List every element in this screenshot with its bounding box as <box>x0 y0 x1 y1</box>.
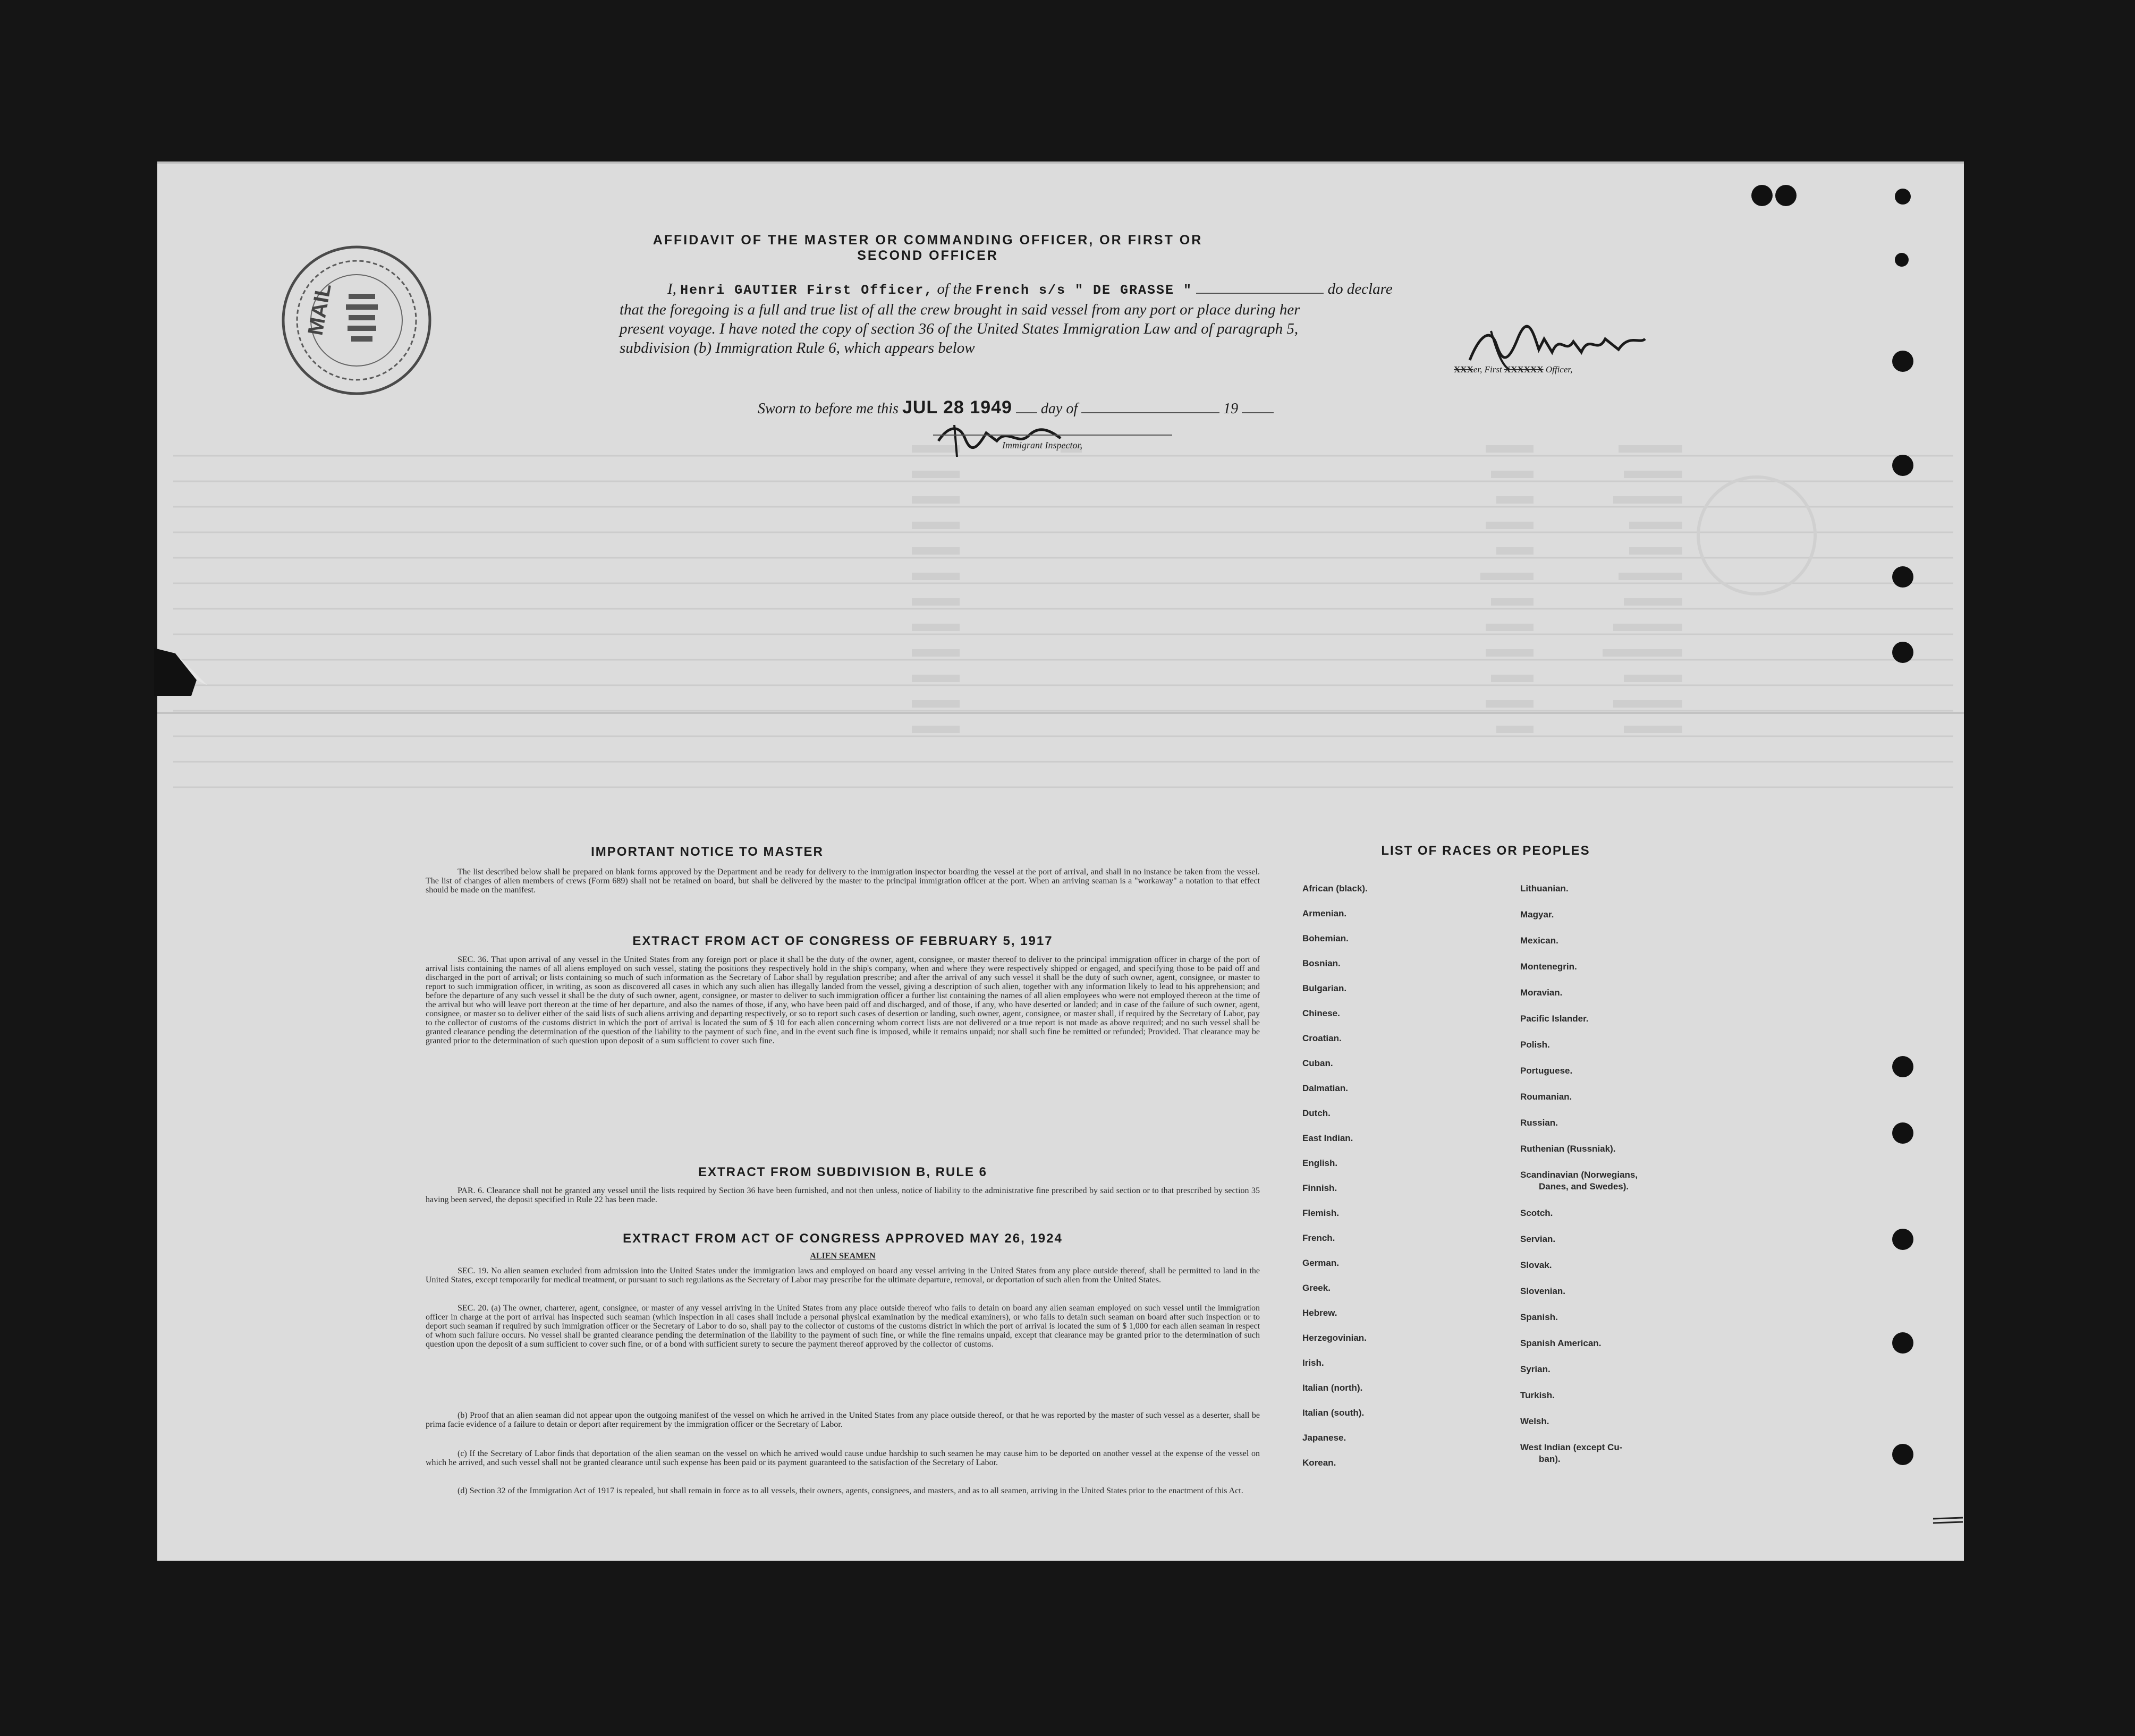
race-item: Bosnian. <box>1302 958 1341 968</box>
race-item: Flemish. <box>1302 1208 1339 1218</box>
caption-text: Officer, <box>1545 364 1573 375</box>
race-item: Scotch. <box>1520 1208 1553 1218</box>
race-item: Polish. <box>1520 1040 1550 1050</box>
vessel-name: French s/s " DE GRASSE " <box>976 283 1193 298</box>
punch-hole <box>1892 1229 1913 1250</box>
punch-hole <box>1895 189 1911 205</box>
sworn-year: 19 <box>1223 401 1239 417</box>
race-item: Scandinavian (Norwegians, <box>1520 1170 1638 1180</box>
declaration-i: I, <box>667 280 676 297</box>
punch-hole <box>1895 253 1909 267</box>
race-item: Roumanian. <box>1520 1092 1572 1102</box>
race-item: East Indian. <box>1302 1133 1353 1143</box>
extract-1924-title: EXTRACT FROM ACT OF CONGRESS APPROVED MAY 26, 1924 <box>623 1231 1063 1246</box>
affidavit-title: AFFIDAVIT OF THE MASTER OR COMMANDING OFFICER, OR FIRST OR SECOND OFFICER <box>653 233 1203 263</box>
blank-line <box>1016 412 1037 413</box>
blank-line <box>1081 412 1219 413</box>
race-item: Pacific Islander. <box>1520 1014 1589 1024</box>
struck-text: XXXXXX <box>1504 364 1544 375</box>
race-item: French. <box>1302 1233 1335 1243</box>
officer-name: Henri GAUTIER First Officer, <box>680 283 934 298</box>
punch-hole <box>1751 185 1773 206</box>
races-title: LIST OF RACES OR PEOPLES <box>1381 844 1590 858</box>
race-item: Dutch. <box>1302 1108 1331 1118</box>
notice-title: IMPORTANT NOTICE TO MASTER <box>591 845 824 859</box>
rule-6-title: EXTRACT FROM SUBDIVISION B, RULE 6 <box>698 1165 988 1179</box>
mail-seal-stamp <box>279 243 434 397</box>
sworn-prefix: Sworn to before me this <box>758 401 899 417</box>
punch-hole <box>1775 185 1797 206</box>
punch-hole <box>1892 1122 1913 1144</box>
race-item: Bohemian. <box>1302 933 1349 943</box>
race-item: Greek. <box>1302 1283 1331 1293</box>
extract-1924-sec20d: (d) Section 32 of the Immigration Act of 1917 is repealed, but shall remain in force as to all vessels, their owners, agents, consignees, and masters, and as to all seamen, arriving in the United States prior to the enactment of this Act. <box>457 1486 1243 1495</box>
declaration-line-2: that the foregoing is a full and true list of all the crew brought in said vessel from any port or place during her <box>620 301 1300 318</box>
race-item: Chinese. <box>1302 1008 1340 1018</box>
race-item: Dalmatian. <box>1302 1083 1348 1093</box>
fold-crease <box>157 712 1964 714</box>
inspector-signature-line <box>933 435 1172 436</box>
notice-body: The list described below shall be prepared on blank forms approved by the Department and be ready for delivery to the immigration inspector boarding the vessel at the port of arrival, and shall in no instance be taken from the vessel. The list of changes of alien members of crews (Form 689) shall not be retained on board, but shall be delivered by the master to the principal immigration officer at the port. When an arriving seaman is a "workaway" a notation to that effect should be made on the manifest. <box>426 867 1260 895</box>
officer-signature <box>1459 323 1650 371</box>
rule-6-body: PAR. 6. Clearance shall not be granted any vessel until the lists required by Section 36 have been furnished, and not then unless, notice of liability to the administrative fine prescribed by said section or to that prescribed by section 35 having been served, the deposit specified in Rule 22 has been made. <box>426 1186 1260 1204</box>
extract-1924-sec19: SEC. 19. No alien seamen excluded from admission into the United States under the immigration laws and employed on board any vessel arriving in the United States from any place outside thereof, shall be permitted to land in the United States, except temporarily for medical treatment, or pursuant to such regulations as the Secretary of Labor may prescribe for the ultimate departure, removal, or deportation of such alien from the United States. <box>426 1266 1260 1284</box>
sworn-day-of: day of <box>1040 401 1078 417</box>
race-item: Armenian. <box>1302 908 1347 918</box>
declaration-line-3: present voyage. I have noted the copy of section 36 of the United States Immigration Law and of paragraph 5, <box>620 320 1299 337</box>
race-item: ban). <box>1539 1454 1561 1464</box>
race-item: Spanish. <box>1520 1312 1558 1322</box>
caption-text: er, First <box>1473 364 1502 375</box>
race-item: Italian (south). <box>1302 1408 1365 1418</box>
extract-1917-body: SEC. 36. That upon arrival of any vessel in the United States from any foreign port or place it shall be the duty of the owner, agent, consignee, or master thereof to deliver to the principal immigration officer in charge of the port of arrival lists containing the names of all aliens employed on such vessel, stating the positions they respectively hold in the ship's company, when and where they were respectively shipped or engaged, and specifying those to be paid off and discharged in the port of arrival; or lists containing so much of such information as the Secretary of Labor shall by regulation prescribe; and after the arrival of any such vessel it shall be the duty of such owner, agent, consignee, or master to report to such immigration officer, in writing, as soon as discovered all cases in which any such alien has illegally landed from the vessel, giving a description of such alien, together with any information likely to lead to his apprehension; and before the departure of any such vessel it shall be the duty of such owner, agent, consignee, or master to deliver to such immigration officer a further list containing the names of all alien employees who were not employed thereon at the time of the arrival but who will leave port thereon at the time of her departure, and also the names of those, if any, who have been paid off and discharged, and of those, if any, who have deserted or landed; and in case of the failure of such owner, agent, consignee, or master so to deliver either of the said lists of such aliens arriving and departing respectively, or so to report such cases of desertion or landing, such owner, agent, consignee, or master shall, if required by the Secretary of Labor, pay to the collector of customs of the customs district in which the port of arrival is located the sum of $ 10 for each alien concerning whom correct lists are not delivered or a true report is not made as above required; and no such vessel shall be granted clearance pending the determination of the question of the liability to the payment of such fine, and in the event such fine is imposed, while it remains unpaid; nor shall such fine be remitted or refunded; Provided. That clearance may be granted prior to the determination of such question upon deposit of a sum sufficient to cover such fine. <box>426 955 1260 1045</box>
race-item: Magyar. <box>1520 909 1554 920</box>
race-item: Russian. <box>1520 1118 1558 1128</box>
date-stamp: JUL 28 1949 <box>902 397 1012 418</box>
race-item: West Indian (except Cu- <box>1520 1442 1623 1452</box>
race-item: Slovak. <box>1520 1260 1552 1270</box>
race-item: Portuguese. <box>1520 1066 1573 1076</box>
declaration-do-declare: do declare <box>1327 280 1393 297</box>
race-item: Moravian. <box>1520 988 1563 998</box>
blank-line <box>1196 293 1324 294</box>
race-item: Spanish American. <box>1520 1338 1602 1348</box>
race-item: Herzegovinian. <box>1302 1333 1367 1343</box>
tally-mark <box>1932 1516 1964 1526</box>
officer-caption <box>1454 364 1572 375</box>
race-item: German. <box>1302 1258 1339 1268</box>
manifest-page <box>157 164 1964 1561</box>
race-item: Slovenian. <box>1520 1286 1566 1296</box>
race-item: Danes, and Swedes). <box>1539 1181 1629 1192</box>
race-item: Italian (north). <box>1302 1383 1363 1393</box>
extract-1924-subtitle: ALIEN SEAMEN <box>810 1252 876 1261</box>
torn-corner <box>154 648 213 696</box>
race-item: Irish. <box>1302 1358 1324 1368</box>
sworn-statement <box>758 397 1274 418</box>
declaration-line-1 <box>620 279 1656 300</box>
inspector-caption: Immigrant Inspector, <box>1002 440 1082 450</box>
punch-hole <box>1892 566 1913 588</box>
punch-hole <box>1892 642 1913 663</box>
race-item: Servian. <box>1520 1234 1556 1244</box>
race-item: Finnish. <box>1302 1183 1337 1193</box>
race-item: Ruthenian (Russniak). <box>1520 1144 1616 1154</box>
race-item: English. <box>1302 1158 1338 1168</box>
race-item: Japanese. <box>1302 1433 1346 1443</box>
punch-hole <box>1892 1056 1913 1077</box>
race-item: Korean. <box>1302 1458 1336 1468</box>
extract-1924-sec20b: (b) Proof that an alien seaman did not appear upon the outgoing manifest of the vessel on which he arrived in the United States from any place outside thereof, or that he was reported by the master of such vessel as a deserter, shall be prima facie evidence of a failure to detain or deport after requirement by the immigration officer or the Secretary of Labor. <box>426 1411 1260 1429</box>
race-item: Turkish. <box>1520 1390 1555 1400</box>
punch-hole <box>1892 1444 1913 1465</box>
race-item: Welsh. <box>1520 1416 1549 1426</box>
punch-hole <box>1892 351 1913 372</box>
race-item: Lithuanian. <box>1520 883 1569 893</box>
race-item: African (black). <box>1302 883 1368 893</box>
race-item: Mexican. <box>1520 935 1558 946</box>
punch-hole <box>1892 1332 1913 1354</box>
race-item: Hebrew. <box>1302 1308 1337 1318</box>
race-item: Bulgarian. <box>1302 983 1347 993</box>
seal-text: MAIL <box>303 282 336 337</box>
race-item: Montenegrin. <box>1520 961 1577 972</box>
punch-hole <box>1892 455 1913 476</box>
declaration-of-the: of the <box>937 280 972 297</box>
struck-text: XXX <box>1454 364 1473 375</box>
declaration-line-4: subdivision (b) Immigration Rule 6, which appears below <box>620 339 975 356</box>
blank-line <box>1242 412 1274 413</box>
extract-1924-sec20a: SEC. 20. (a) The owner, charterer, agent, consignee, or master of any vessel arriving in the United States from any place outside thereof who fails to detain on board any alien seaman employed on such vessel until the immigration officer in charge at the port of arrival has inspected such seaman (which inspection in all cases shall include a personal physical examination by the medical examiners), or who fails to detain such seaman on board after such inspection or to deport such seaman if required by such immigration officer or the Secretary of Labor to do so, shall pay to the collector of customs of the customs district in which the port of arrival is located the sum of $ 1,000 for each alien seaman in respect of whom such failure occurs. No vessel shall be granted clearance pending the determination of the liability to the payment of such fine, or while the fine remains unpaid, except that clearance may be granted prior to the determination of such question upon the deposit of a sum sufficient to cover such fine, or of a bond with sufficient surety to secure the payment thereof approved by the collector of customs. <box>426 1304 1260 1349</box>
extract-1924-sec20c: (c) If the Secretary of Labor finds that deportation of the alien seaman on the vessel on which he arrived would cause undue hardship to such seamen he may cause him to be deported on another vessel at the expense of the vessel on which he arrived, and such vessel shall not be granted clearance until such expense has been paid or its payment guaranteed to the satisfaction of the Secretary of Labor. <box>426 1449 1260 1467</box>
race-item: Croatian. <box>1302 1033 1342 1043</box>
race-item: Cuban. <box>1302 1058 1333 1068</box>
extract-1917-title: EXTRACT FROM ACT OF CONGRESS OF FEBRUARY 5, 1917 <box>632 934 1053 948</box>
race-item: Syrian. <box>1520 1364 1551 1374</box>
